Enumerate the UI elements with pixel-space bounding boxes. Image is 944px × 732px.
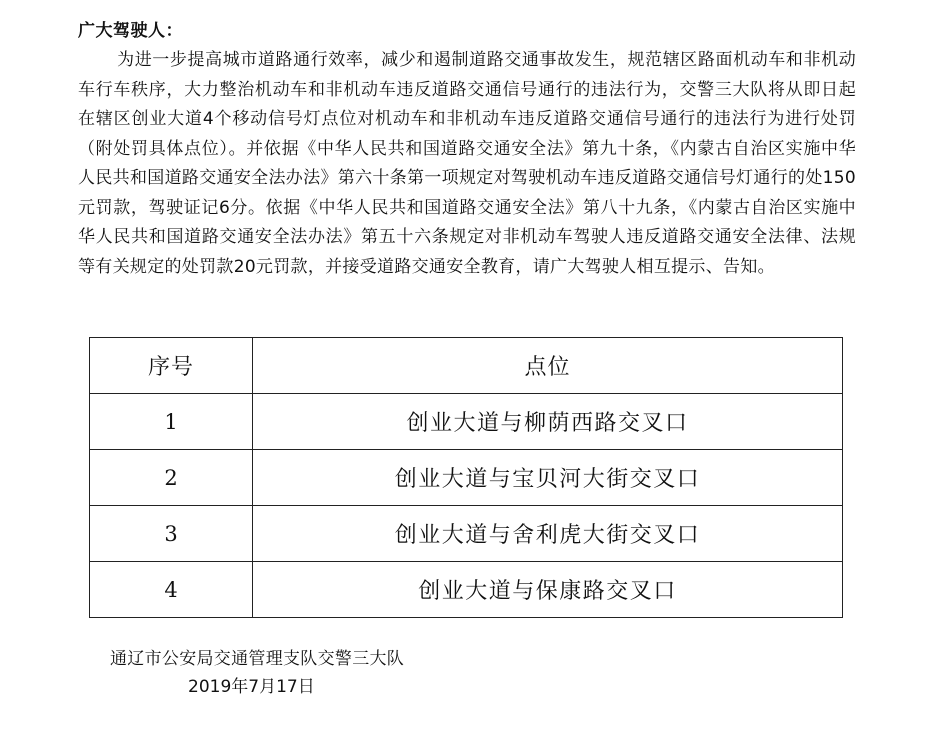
table-row	[90, 394, 843, 450]
notice-body-paragraph: 为进一步提高城市道路通行效率，减少和遏制道路交通事故发生，规范辖区路面机动车和非机动车行车秩序，大力整治机动车和非机动车违反道路交通信号通行的违法行为，交警三大队将从即日起在辖区创业大道4个移动信号灯点位对机动车和非机动车违反道路交通信号通行的违法行为进行处罚（附处罚具体点位）。并依据《中华人民共和国道路交通安全法》第九十条，《内蒙古自治区实施中华人民共和国道路交通安全法办法》第六十条第一项规定对驾驶机动车违反道路交通信号灯通行的处150元罚款，驾驶证记6分。依据《中华人民共和国道路交通安全法》第八十九条，《内蒙古自治区实施中华人民共和国道路交通安全法办法》第五十六条规定对非机动车驾驶人违反道路交通安全法律、法规等有关规定的处罚款20元罚款，并接受道路交通安全教育，请广大驾驶人相互提示、告知。	[78, 50, 856, 277]
row-location-cell: 创业大道与保康路交叉口	[253, 562, 843, 618]
row-location-cell: 创业大道与舍利虎大街交叉口	[253, 506, 843, 562]
row-seq-cell: 1	[90, 394, 253, 450]
header-location: 点位	[253, 338, 843, 394]
table-row	[90, 450, 843, 506]
notice-text-block	[78, 20, 856, 282]
table-row	[90, 506, 843, 562]
header-seq: 序号	[90, 338, 253, 394]
row-seq-cell: 3	[90, 506, 253, 562]
greeting-heading: 广大驾驶人：	[78, 21, 183, 41]
issue-date: 2019年7月17日	[188, 677, 315, 697]
row-seq-cell: 2	[90, 450, 253, 506]
row-location-cell: 创业大道与柳荫西路交叉口	[253, 394, 843, 450]
locations-table-container	[89, 337, 842, 618]
table-row	[90, 562, 843, 618]
row-seq-cell: 4	[90, 562, 253, 618]
table-header-row	[90, 338, 843, 394]
enforcement-locations-table	[89, 337, 843, 618]
row-location-cell: 创业大道与宝贝河大街交叉口	[253, 450, 843, 506]
issuer-signature: 通辽市公安局交通管理支队交警三大队	[110, 649, 405, 669]
